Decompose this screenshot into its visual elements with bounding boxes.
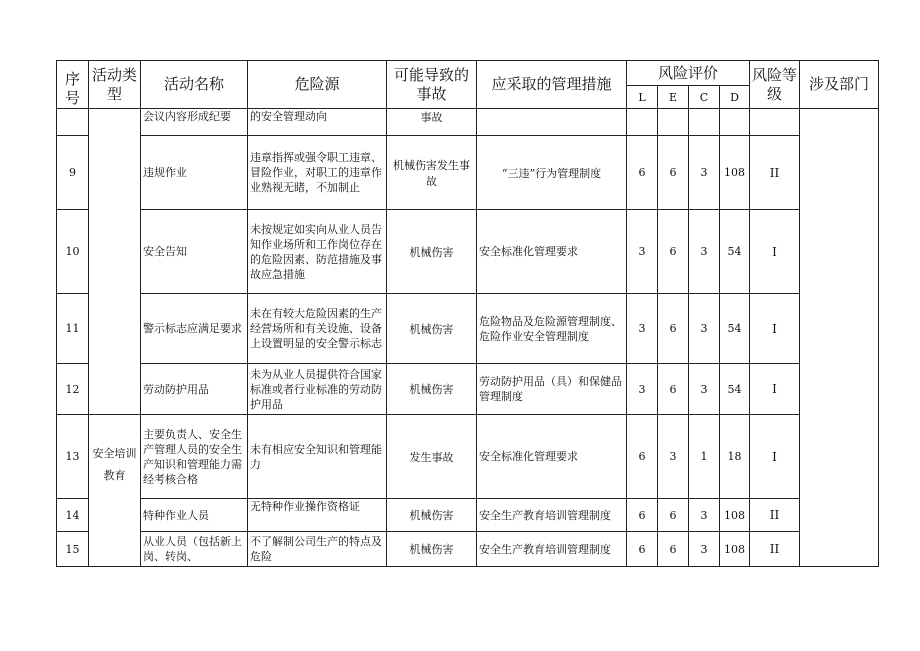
cell-level bbox=[750, 109, 800, 136]
cell-accident: 事故 bbox=[387, 109, 477, 136]
cell-hazard: 的安全管理动向 bbox=[248, 109, 387, 136]
cell-E: 6 bbox=[658, 532, 689, 567]
cell-D: 54 bbox=[720, 364, 750, 415]
cell-L: 6 bbox=[627, 415, 658, 499]
cell-D bbox=[720, 109, 750, 136]
cell-accident: 发生事故 bbox=[387, 415, 477, 499]
cell-seq bbox=[57, 109, 89, 136]
header-department: 涉及部门 bbox=[800, 61, 879, 109]
cell-hazard: 未按规定如实向从业人员告知作业场所和工作岗位存在的危险因素、防范措施及事故应急措施 bbox=[248, 210, 387, 294]
cell-level: I bbox=[750, 415, 800, 499]
cell-D: 108 bbox=[720, 532, 750, 567]
header-L: L bbox=[627, 86, 658, 109]
header-activity-name: 活动名称 bbox=[141, 61, 248, 109]
cell-activity-name: 会议内容形成纪要 bbox=[141, 109, 248, 136]
cell-C: 3 bbox=[689, 136, 720, 210]
cell-D: 54 bbox=[720, 294, 750, 364]
cell-L bbox=[627, 109, 658, 136]
cell-E: 6 bbox=[658, 364, 689, 415]
cell-seq: 12 bbox=[57, 364, 89, 415]
cell-level: II bbox=[750, 499, 800, 532]
cell-C: 3 bbox=[689, 532, 720, 567]
cell-seq: 15 bbox=[57, 532, 89, 567]
cell-department bbox=[800, 109, 879, 567]
cell-accident: 机械伤害 bbox=[387, 499, 477, 532]
cell-E: 3 bbox=[658, 415, 689, 499]
table-row bbox=[57, 294, 879, 364]
table-row bbox=[57, 109, 879, 136]
cell-activity-name: 安全告知 bbox=[141, 210, 248, 294]
cell-L: 3 bbox=[627, 210, 658, 294]
header-hazard: 危险源 bbox=[248, 61, 387, 109]
header-risk-eval: 风险评价 bbox=[627, 61, 750, 86]
cell-E: 6 bbox=[658, 294, 689, 364]
cell-accident: 机械伤害 bbox=[387, 210, 477, 294]
cell-measure: 安全生产教育培训管理制度 bbox=[477, 532, 627, 567]
header-C: C bbox=[689, 86, 720, 109]
cell-accident: 机械伤害 bbox=[387, 294, 477, 364]
cell-seq: 13 bbox=[57, 415, 89, 499]
cell-C: 3 bbox=[689, 499, 720, 532]
cell-accident: 机械伤害 bbox=[387, 364, 477, 415]
cell-activity-name: 主要负责人、安全生产管理人员的安全生产知识和管理能力需经考核合格 bbox=[141, 415, 248, 499]
cell-activity-type-empty bbox=[89, 109, 141, 415]
cell-measure: “三违”行为管理制度 bbox=[477, 136, 627, 210]
cell-C: 3 bbox=[689, 210, 720, 294]
cell-hazard: 未有相应安全知识和管理能力 bbox=[248, 415, 387, 499]
cell-C: 3 bbox=[689, 364, 720, 415]
cell-E: 6 bbox=[658, 136, 689, 210]
cell-seq: 14 bbox=[57, 499, 89, 532]
cell-measure: 安全生产教育培训管理制度 bbox=[477, 499, 627, 532]
header-D: D bbox=[720, 86, 750, 109]
cell-level: II bbox=[750, 532, 800, 567]
risk-assessment-table bbox=[56, 60, 879, 567]
header-E: E bbox=[658, 86, 689, 109]
cell-hazard: 未在有较大危险因素的生产经营场所和有关设施、设备上设置明显的安全警示标志 bbox=[248, 294, 387, 364]
table-row bbox=[57, 499, 879, 532]
table-row bbox=[57, 136, 879, 210]
cell-hazard: 不了解制公司生产的特点及危险 bbox=[248, 532, 387, 567]
cell-C bbox=[689, 109, 720, 136]
table-row bbox=[57, 210, 879, 294]
cell-D: 108 bbox=[720, 499, 750, 532]
cell-L: 6 bbox=[627, 136, 658, 210]
cell-hazard: 无特种作业操作资格证 bbox=[248, 499, 387, 532]
table-row bbox=[57, 532, 879, 567]
cell-seq: 10 bbox=[57, 210, 89, 294]
header-seq: 序号 bbox=[57, 61, 89, 109]
cell-activity-name: 警示标志应满足要求 bbox=[141, 294, 248, 364]
cell-L: 3 bbox=[627, 364, 658, 415]
cell-D: 108 bbox=[720, 136, 750, 210]
cell-hazard: 违章指挥或强令职工违章、冒险作业，对职工的违章作业熟视无睹，不加制止 bbox=[248, 136, 387, 210]
cell-E: 6 bbox=[658, 210, 689, 294]
cell-activity-type: 安全培训教育 bbox=[89, 415, 141, 567]
cell-D: 18 bbox=[720, 415, 750, 499]
cell-activity-name: 劳动防护用品 bbox=[141, 364, 248, 415]
table-row bbox=[57, 364, 879, 415]
cell-D: 54 bbox=[720, 210, 750, 294]
cell-seq: 9 bbox=[57, 136, 89, 210]
cell-seq: 11 bbox=[57, 294, 89, 364]
cell-activity-name: 特种作业人员 bbox=[141, 499, 248, 532]
cell-level: II bbox=[750, 136, 800, 210]
cell-E bbox=[658, 109, 689, 136]
cell-L: 6 bbox=[627, 499, 658, 532]
cell-C: 3 bbox=[689, 294, 720, 364]
table-row bbox=[57, 415, 879, 499]
header-accident: 可能导致的事故 bbox=[387, 61, 477, 109]
cell-accident: 机械伤害 bbox=[387, 532, 477, 567]
header-measure: 应采取的管理措施 bbox=[477, 61, 627, 109]
cell-hazard: 未为从业人员提供符合国家标准或者行业标准的劳动防护用品 bbox=[248, 364, 387, 415]
cell-measure bbox=[477, 109, 627, 136]
cell-L: 6 bbox=[627, 532, 658, 567]
cell-level: I bbox=[750, 364, 800, 415]
cell-activity-name: 违规作业 bbox=[141, 136, 248, 210]
cell-measure: 安全标准化管理要求 bbox=[477, 415, 627, 499]
cell-level: I bbox=[750, 210, 800, 294]
cell-activity-name: 从业人员（包括新上岗、转岗、 bbox=[141, 532, 248, 567]
header-activity-type: 活动类型 bbox=[89, 61, 141, 109]
header-risk-level: 风险等级 bbox=[750, 61, 800, 109]
cell-measure: 安全标准化管理要求 bbox=[477, 210, 627, 294]
cell-measure: 危险物品及危险源管理制度、危险作业安全管理制度 bbox=[477, 294, 627, 364]
cell-measure: 劳动防护用品（具）和保健品管理制度 bbox=[477, 364, 627, 415]
cell-E: 6 bbox=[658, 499, 689, 532]
cell-L: 3 bbox=[627, 294, 658, 364]
cell-level: I bbox=[750, 294, 800, 364]
cell-C: 1 bbox=[689, 415, 720, 499]
cell-accident: 机械伤害发生事故 bbox=[387, 136, 477, 210]
